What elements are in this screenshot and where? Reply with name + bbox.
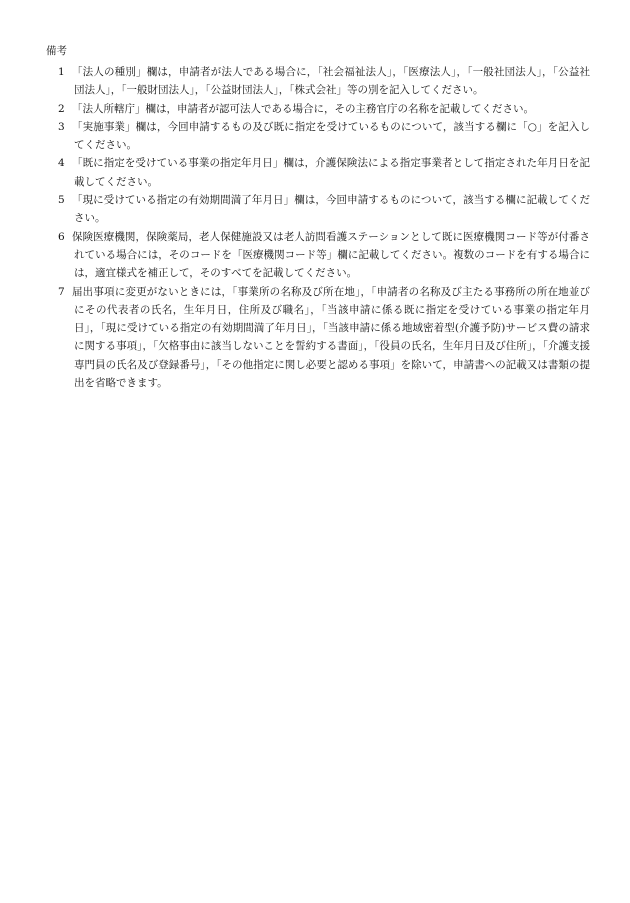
note-text: 「法人の種別」欄は，申請者が法人である場合に，「社会福祉法人」，「医療法人」，「一般社団法人」，「公益社団法人」，「一般財団法人」，「公益財団法人」，「株式会社」等の別を記入してください。 (72, 66, 590, 97)
notes-heading: 備考 (46, 45, 67, 57)
note-number: 6 (58, 230, 65, 243)
note-item-3 (46, 118, 590, 155)
note-text: 保険医療機関，保険薬局，老人保健施設又は老人訪問看護ステーションとして既に医療機関コード等が付番されている場合には，そのコードを「医療機関コード等」欄に記載してください。複数のコードを有する場合には，適宜様式を補正して，そのすべてを記載してください。 (72, 230, 590, 280)
note-item-2 (46, 100, 590, 118)
note-text: 「法人所轄庁」欄は，申請者が認可法人である場合に，その主務官庁の名称を記載してください。 (72, 102, 534, 115)
note-text: 届出事項に変更がないときには，「事業所の名称及び所在地」，「申請者の名称及び主たる事務所の所在地並びにその代表者の氏名，生年月日，住所及び職名」，「当該申請に係る既に指定を受けている事業の指定年月日」，「現に受けている指定の有効期間満了年月日」，「当該申請に係る地域密着型(介護予防)サービス費の請求に関する事項」，「欠格事由に該当しないことを誓約する書面」，「役員の氏名，生年月日及び住所」，「介護支援専門員の氏名及び登録番号」，「その他指定に関し必要と認める事項」を除いて，申請書への記載又は書類の提出を省略できます。 (72, 285, 590, 390)
note-number: 3 (58, 120, 65, 133)
note-number: 2 (58, 102, 65, 115)
note-item-1 (46, 63, 590, 100)
notes-list (46, 63, 590, 392)
note-number: 5 (58, 194, 65, 207)
note-text: 「既に指定を受けている事業の指定年月日」欄は，介護保険法による指定事業者として指定された年月日を記載してください。 (72, 157, 590, 188)
note-text: 「現に受けている指定の有効期間満了年月日」欄は，今回申請するものについて，該当する欄に記載してください。 (72, 194, 590, 225)
note-item-5 (46, 191, 590, 228)
note-item-4 (46, 154, 590, 191)
note-number: 1 (58, 66, 65, 78)
note-item-7 (46, 283, 590, 393)
note-text: 「実施事業」欄は，今回申請するもの及び既に指定を受けているものについて，該当する欄に「○」を記入してください。 (72, 120, 590, 152)
note-number: 4 (58, 157, 65, 170)
note-number: 7 (58, 285, 65, 298)
note-item-6 (46, 228, 590, 283)
